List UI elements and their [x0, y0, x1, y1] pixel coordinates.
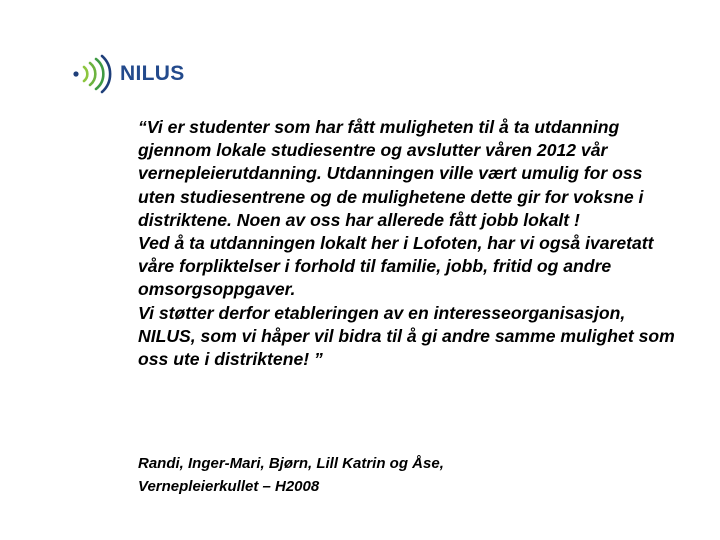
signature-names: Randi, Inger-Mari, Bjørn, Lill Katrin og Åse, [138, 455, 444, 472]
quote-paragraph: “Vi er studenter som har fått muligheten til å ta utdanning gjennom lokale studiesentre og avslutter våren 2012 vår vernepleierutdanning. Utdanningen ville vært umulig for oss uten studiesentrene og de mulighetene dette gir for voksne i distriktene. Noen av oss har allerede fått jobb lokalt ! [138, 117, 644, 230]
logo-wordmark: NILUS [120, 62, 185, 85]
quote-paragraph: Vi støtter derfor etableringen av en interesseorganisasjon, NILUS, som vi håper vil bidra til å gi andre samme mulighet som oss ute i distriktene! ” [138, 302, 675, 370]
testimonial-quote [138, 116, 678, 371]
signature-class: Vernepleierkullet – H2008 [138, 478, 320, 495]
quote-signature [138, 452, 678, 498]
broadcast-waves-icon [70, 54, 118, 94]
quote-paragraph: Ved å ta utdanningen lokalt her i Lofoten, har vi også ivaretatt våre forpliktelser i forhold til familie, jobb, fritid og andre omsorgsoppgaver. [138, 233, 654, 300]
nilus-logo [70, 54, 185, 94]
